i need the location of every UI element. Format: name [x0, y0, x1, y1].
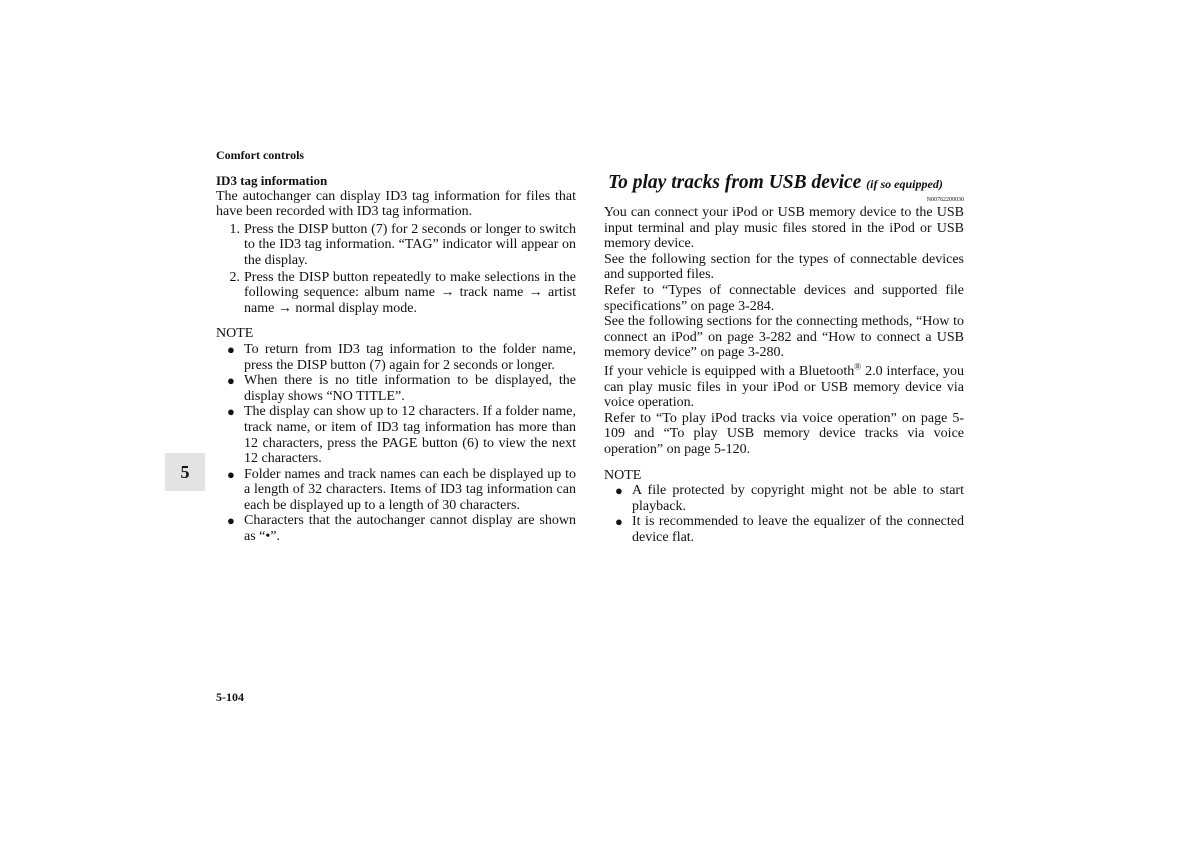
bullet-icon: ●: [227, 404, 235, 420]
note-label: NOTE: [604, 467, 642, 483]
usb-notes: [604, 483, 964, 545]
step-text: Press the DISP button repeatedly to make selections in the following sequence: album name → track name → artist name → normal display mode.: [244, 269, 576, 316]
note-item: [216, 404, 576, 466]
bluetooth-text-before: If your vehicle is equipped with a Bluetooth: [604, 363, 855, 379]
step-text: Press the DISP button (7) for 2 seconds or longer to switch to the ID3 tag information. “TAG” indicator will appear on the display.: [244, 221, 576, 268]
bullet-icon: ●: [227, 466, 235, 482]
note-text: Folder names and track names can each be displayed up to a length of 32 characters. Items of ID3 tag information can each be displayed up to a length of 30 characters.: [244, 466, 576, 513]
bullet-icon: ●: [227, 373, 235, 389]
chapter-number: 5: [180, 461, 190, 482]
chapter-tab: [165, 453, 205, 491]
usb-paragraph: See the following section for the types of connectable devices and supported files.: [604, 251, 964, 283]
right-column: [604, 172, 964, 545]
note-item: [216, 342, 576, 373]
bullet-icon: ●: [227, 513, 235, 529]
id3-steps: [216, 222, 576, 317]
note-item: [604, 483, 964, 514]
page-number: 5-104: [216, 690, 244, 704]
bullet-icon: ●: [615, 483, 623, 499]
usb-section-title: [608, 172, 964, 195]
step-number: 1.: [229, 221, 240, 237]
reference-code: N00762200030: [926, 197, 964, 203]
note-label: NOTE: [216, 326, 254, 342]
note-text: Characters that the autochanger cannot display are shown as “•”.: [244, 513, 576, 545]
registered-mark: ®: [854, 361, 862, 372]
step-item: [216, 222, 576, 269]
title-suffix: (if so equipped): [866, 177, 943, 191]
usb-paragraph: Refer to “To play iPod tracks via voice operation” on page 5-109 and “To play USB memory device tracks via voice operation” on page 5-120.: [604, 410, 964, 457]
left-column: [216, 173, 576, 545]
note-item: [216, 513, 576, 544]
bluetooth-text-after: 2.0 interface, you can play music files in your iPod or USB memory device via voice operation.: [604, 363, 964, 411]
usb-paragraph: Refer to “Types of connectable devices and supported file specifications” on page 3-284.: [604, 282, 964, 314]
note-text: To return from ID3 tag information to the folder name, press the DISP button (7) again for 2 seconds or longer.: [244, 341, 576, 373]
note-text: The display can show up to 12 characters. If a folder name, track name, or item of ID3 tag information has more than 12 characters, press the PAGE button (6) to view the next 12 characters.: [244, 404, 576, 467]
note-item: [216, 373, 576, 404]
section-header: Comfort controls: [216, 148, 305, 162]
note-item: [216, 467, 576, 514]
note-text: A file protected by copyright might not be able to start playback.: [632, 483, 964, 514]
usb-paragraph: See the following sections for the connecting methods, “How to connect an iPod” on page 3-282 and “How to connect a USB memory device” on page 3-280.: [604, 314, 964, 361]
usb-paragraph: You can connect your iPod or USB memory device to the USB input terminal and play music files stored in the iPod or USB memory device.: [604, 205, 964, 252]
id3-notes: [216, 342, 576, 545]
bullet-icon: ●: [615, 514, 623, 530]
step-item: [216, 270, 576, 317]
step-number: 2.: [229, 269, 240, 285]
id3-intro: The autochanger can display ID3 tag information for files that have been recorded with ID3 tag information.: [216, 188, 576, 220]
bullet-icon: ●: [227, 341, 235, 357]
note-text: It is recommended to leave the equalizer of the connected device flat.: [632, 514, 964, 545]
note-item: [604, 514, 964, 545]
id3-heading: ID3 tag information: [216, 173, 328, 188]
title-text: To play tracks from USB device: [608, 172, 862, 193]
note-text: When there is no title information to be displayed, the display shows “NO TITLE”.: [244, 373, 576, 404]
bluetooth-paragraph: [604, 361, 964, 411]
